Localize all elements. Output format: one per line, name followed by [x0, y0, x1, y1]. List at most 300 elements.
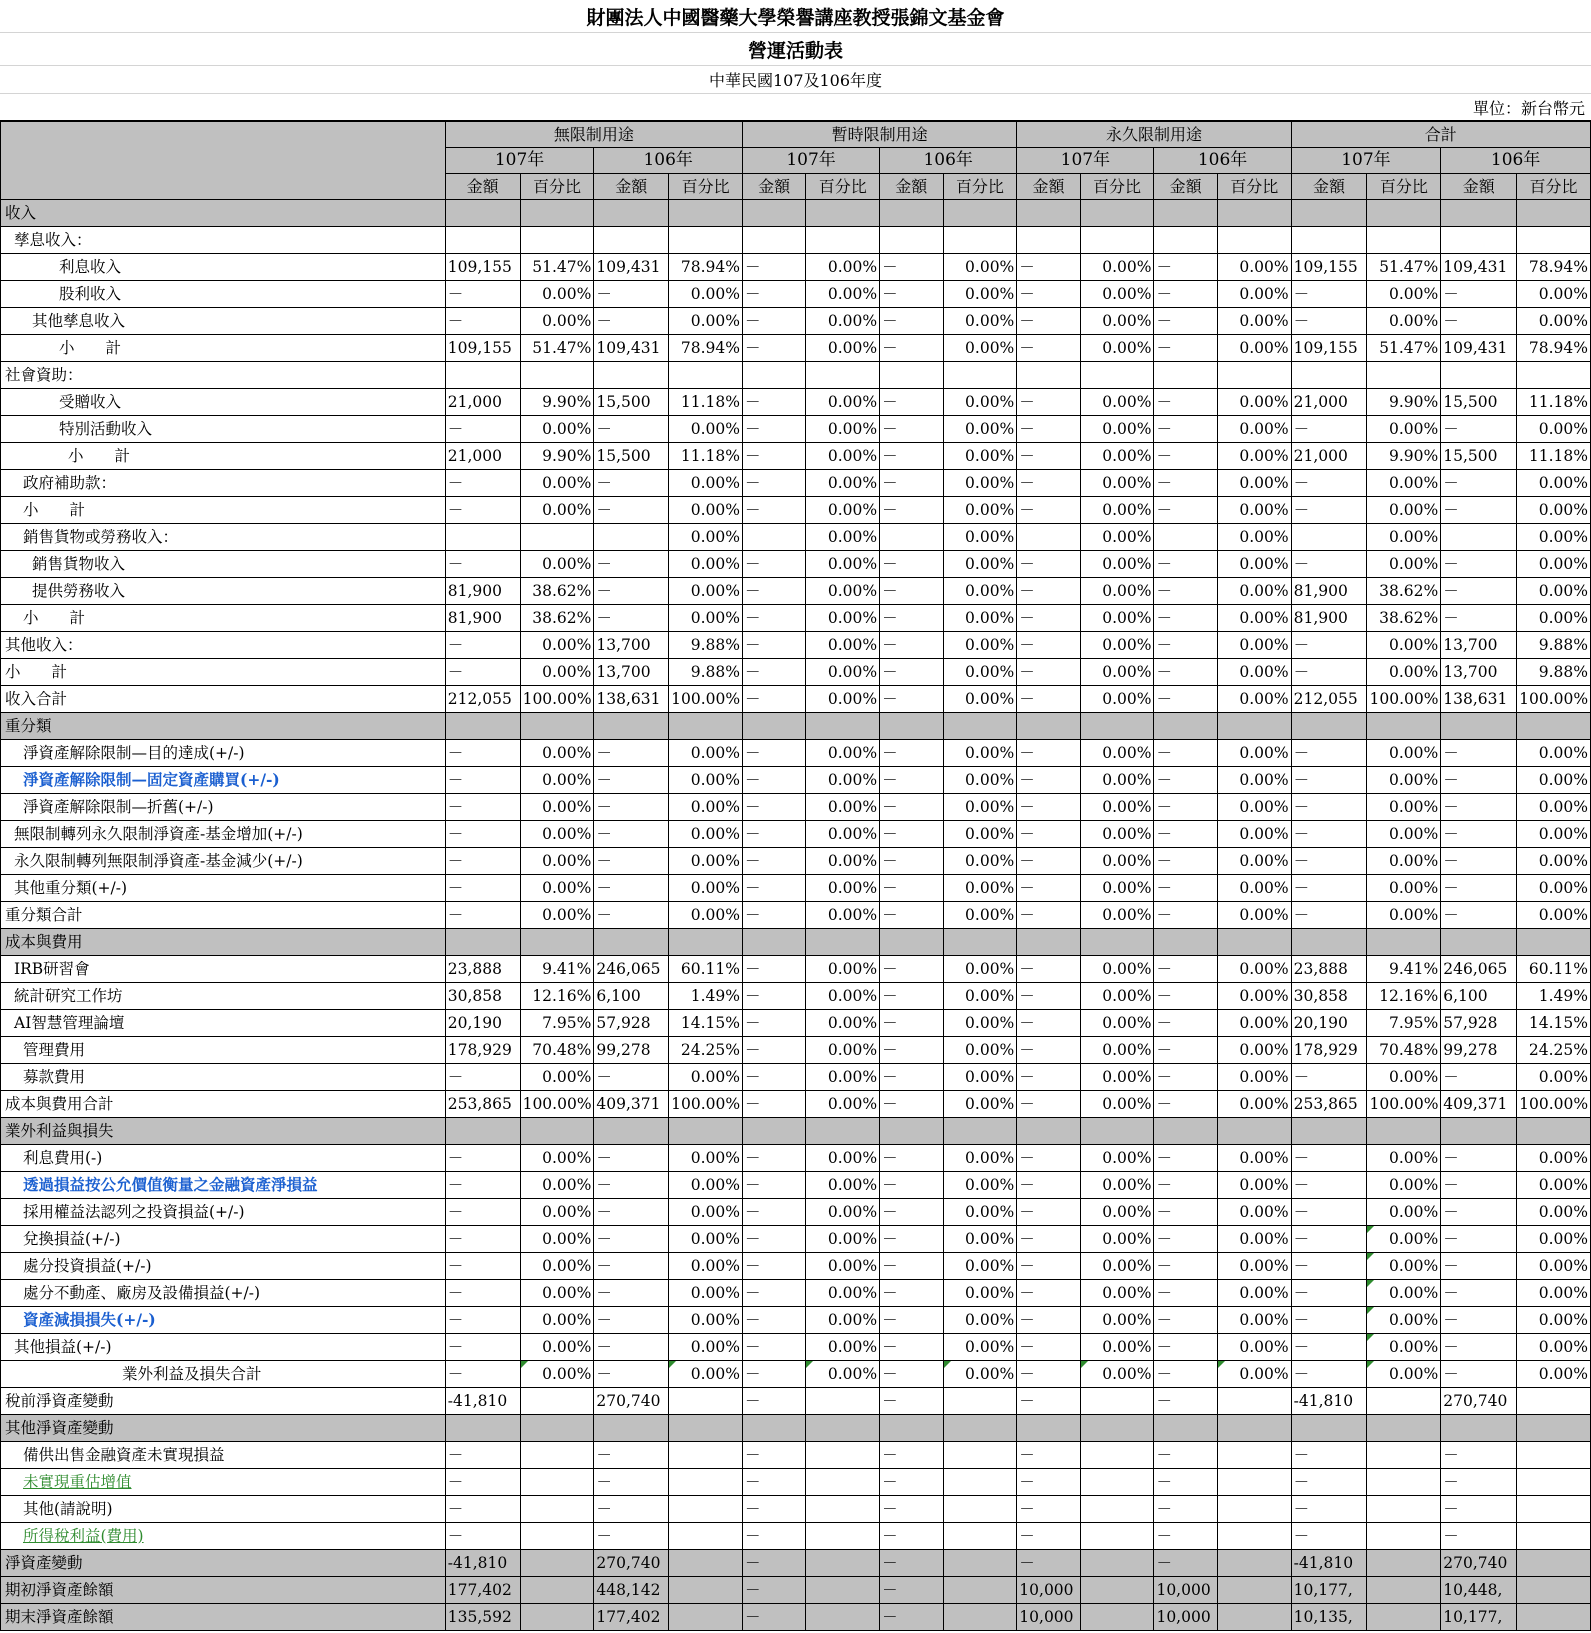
amount-cell: － — [1154, 1442, 1217, 1469]
year-header: 107年 — [445, 148, 594, 174]
percent-cell: 1.49% — [1517, 983, 1591, 1010]
amount-cell: 135,592 — [445, 1604, 520, 1631]
amount-cell: 13,700 — [1441, 659, 1517, 686]
amount-cell — [1017, 1118, 1080, 1145]
percent-cell: 0.00% — [806, 308, 880, 335]
percent-cell — [669, 713, 743, 740]
percent-cell: 0.00% — [1367, 1172, 1441, 1199]
row-label — [1, 1388, 446, 1415]
percent-cell: 0.00% — [669, 308, 743, 335]
table-row — [1, 767, 1591, 794]
amount-cell: 177,402 — [594, 1604, 669, 1631]
percent-cell: 0.00% — [520, 659, 594, 686]
percent-cell: 0.00% — [1080, 1010, 1154, 1037]
amount-cell: － — [1154, 1199, 1217, 1226]
amount-cell: － — [742, 1469, 805, 1496]
amount-cell: -41,810 — [1291, 1388, 1367, 1415]
percent-cell: 0.00% — [1080, 416, 1154, 443]
amount-cell — [594, 929, 669, 956]
amount-cell: － — [742, 1064, 805, 1091]
percent-cell: 0.00% — [943, 1064, 1017, 1091]
amount-cell — [1441, 713, 1517, 740]
percent-cell — [943, 200, 1017, 227]
amount-cell: － — [594, 1280, 669, 1307]
amount-cell: － — [445, 1523, 520, 1550]
amount-cell: － — [880, 1145, 943, 1172]
amount-cell: － — [594, 1253, 669, 1280]
percent-cell — [669, 362, 743, 389]
amount-cell — [1154, 713, 1217, 740]
amount-cell: － — [594, 875, 669, 902]
percent-cell: 9.88% — [1517, 632, 1591, 659]
amount-cell: － — [880, 1064, 943, 1091]
percent-cell: 78.94% — [669, 254, 743, 281]
amount-cell: 81,900 — [445, 578, 520, 605]
percent-cell — [1080, 1523, 1154, 1550]
percent-cell: 0.00% — [943, 254, 1017, 281]
table-row — [1, 1496, 1591, 1523]
amount-cell: 15,500 — [594, 443, 669, 470]
percent-cell: 0.00% — [943, 821, 1017, 848]
percent-cell — [806, 200, 880, 227]
row-label — [1, 227, 446, 254]
amount-cell: － — [880, 1523, 943, 1550]
amount-cell — [445, 362, 520, 389]
amount-cell: － — [880, 767, 943, 794]
table-row — [1, 578, 1591, 605]
table-row — [1, 281, 1591, 308]
amount-cell: － — [1291, 632, 1367, 659]
report-title: 營運活動表 — [0, 33, 1591, 66]
amount-cell: － — [880, 1361, 943, 1388]
percent-cell: 100.00% — [669, 686, 743, 713]
amount-cell: － — [594, 308, 669, 335]
table-row — [1, 821, 1591, 848]
amount-cell: － — [1441, 821, 1517, 848]
amount-cell: － — [880, 632, 943, 659]
amount-cell: 10,135, — [1291, 1604, 1367, 1631]
percent-cell: 0.00% — [1367, 767, 1441, 794]
percent-cell: 0.00% — [943, 605, 1017, 632]
percent-cell: 0.00% — [1080, 1280, 1154, 1307]
percent-cell: 0.00% — [1080, 1037, 1154, 1064]
amount-cell: 15,500 — [1441, 443, 1517, 470]
amount-cell: － — [594, 551, 669, 578]
amount-cell: － — [594, 1334, 669, 1361]
amount-cell: － — [1154, 902, 1217, 929]
amount-header: 金額 — [1441, 174, 1517, 200]
row-label-text: 稅前淨資產變動 — [5, 1392, 114, 1410]
amount-cell: － — [1154, 497, 1217, 524]
percent-cell: 0.00% — [1080, 254, 1154, 281]
percent-cell: 0.00% — [943, 1037, 1017, 1064]
amount-cell: － — [880, 875, 943, 902]
row-label-text: 其他損益(+/-) — [14, 1338, 112, 1356]
amount-cell: － — [1441, 1280, 1517, 1307]
percent-cell: 0.00% — [1080, 1172, 1154, 1199]
percent-cell — [1080, 929, 1154, 956]
amount-cell: 109,431 — [594, 254, 669, 281]
percent-cell: 0.00% — [943, 308, 1017, 335]
percent-cell: 0.00% — [1517, 1145, 1591, 1172]
amount-cell: － — [1291, 1226, 1367, 1253]
row-label — [1, 1577, 446, 1604]
amount-cell: － — [1291, 1172, 1367, 1199]
row-label — [1, 848, 446, 875]
percent-cell — [1517, 713, 1591, 740]
amount-cell: － — [1154, 1496, 1217, 1523]
percent-cell: 0.00% — [1217, 902, 1291, 929]
percent-cell: 100.00% — [1367, 1091, 1441, 1118]
amount-cell: － — [1441, 1334, 1517, 1361]
percent-cell — [520, 1469, 594, 1496]
amount-cell: － — [1154, 848, 1217, 875]
table-row — [1, 1226, 1591, 1253]
percent-cell: 0.00% — [806, 1199, 880, 1226]
amount-cell: － — [1154, 686, 1217, 713]
percent-cell: 0.00% — [1080, 794, 1154, 821]
amount-cell: － — [1154, 416, 1217, 443]
percent-cell — [943, 1496, 1017, 1523]
percent-cell — [1080, 713, 1154, 740]
amount-cell: － — [1441, 1172, 1517, 1199]
percent-cell: 0.00% — [806, 767, 880, 794]
percent-cell — [1517, 929, 1591, 956]
amount-cell: － — [1154, 254, 1217, 281]
percent-cell: 0.00% — [1080, 308, 1154, 335]
amount-cell — [1017, 713, 1080, 740]
amount-cell: 20,190 — [1291, 1010, 1367, 1037]
row-label — [1, 497, 446, 524]
percent-cell: 0.00% — [1517, 524, 1591, 551]
amount-cell — [1441, 362, 1517, 389]
percent-cell: 0.00% — [669, 605, 743, 632]
amount-cell: － — [880, 470, 943, 497]
amount-cell: － — [1017, 254, 1080, 281]
percent-cell: 0.00% — [1517, 308, 1591, 335]
amount-cell: － — [880, 1469, 943, 1496]
percent-cell: 0.00% — [806, 848, 880, 875]
percent-cell — [1517, 1442, 1591, 1469]
percent-cell: 0.00% — [669, 416, 743, 443]
row-label — [1, 794, 446, 821]
percent-cell — [943, 1442, 1017, 1469]
row-label-text: 小 計 — [68, 447, 131, 465]
amount-cell: 81,900 — [1291, 578, 1367, 605]
amount-cell: 10,000 — [1154, 1604, 1217, 1631]
percent-cell: 0.00% — [669, 1253, 743, 1280]
row-label — [1, 1091, 446, 1118]
amount-cell — [1017, 227, 1080, 254]
percent-cell: 0.00% — [1217, 740, 1291, 767]
percent-cell: 0.00% — [1217, 794, 1291, 821]
amount-cell: 15,500 — [594, 389, 669, 416]
percent-cell — [943, 227, 1017, 254]
amount-cell: － — [1154, 308, 1217, 335]
percent-cell — [520, 1118, 594, 1145]
row-label — [1, 200, 446, 227]
amount-cell: 13,700 — [594, 659, 669, 686]
percent-cell — [1367, 929, 1441, 956]
percent-cell — [669, 1523, 743, 1550]
percent-cell: 0.00% — [669, 551, 743, 578]
percent-cell — [806, 929, 880, 956]
amount-cell: -41,810 — [445, 1550, 520, 1577]
amount-cell: 6,100 — [594, 983, 669, 1010]
row-label — [1, 983, 446, 1010]
amount-cell: － — [880, 1604, 943, 1631]
percent-cell — [1367, 1469, 1441, 1496]
percent-cell: 0.00% — [806, 1145, 880, 1172]
amount-cell: － — [594, 1469, 669, 1496]
amount-cell: － — [880, 1577, 943, 1604]
amount-cell: － — [742, 1226, 805, 1253]
percent-header: 百分比 — [806, 174, 880, 200]
amount-cell — [1017, 200, 1080, 227]
percent-cell — [520, 1388, 594, 1415]
table-row — [1, 1469, 1591, 1496]
amount-cell: － — [880, 1550, 943, 1577]
row-label — [1, 1199, 446, 1226]
amount-cell — [445, 524, 520, 551]
percent-cell: 0.00% — [1517, 551, 1591, 578]
percent-cell: 0.00% — [1367, 1334, 1441, 1361]
percent-cell: 38.62% — [1367, 578, 1441, 605]
amount-cell — [880, 524, 943, 551]
row-label-text: 淨資產解除限制—目的達成(+/-) — [23, 744, 245, 762]
row-label — [1, 605, 446, 632]
amount-cell: － — [445, 416, 520, 443]
percent-cell: 0.00% — [1517, 1226, 1591, 1253]
table-row — [1, 1307, 1591, 1334]
percent-header: 百分比 — [1517, 174, 1591, 200]
percent-cell: 0.00% — [669, 740, 743, 767]
percent-cell — [669, 1442, 743, 1469]
amount-cell: － — [1154, 1253, 1217, 1280]
percent-cell: 7.95% — [1367, 1010, 1441, 1037]
percent-cell: 0.00% — [943, 1307, 1017, 1334]
amount-cell: － — [1154, 335, 1217, 362]
table-row — [1, 659, 1591, 686]
percent-cell: 51.47% — [520, 335, 594, 362]
percent-cell: 0.00% — [943, 551, 1017, 578]
amount-cell: － — [880, 740, 943, 767]
amount-cell: － — [1291, 281, 1367, 308]
percent-header: 百分比 — [669, 174, 743, 200]
percent-cell — [1367, 1118, 1441, 1145]
percent-cell — [669, 227, 743, 254]
amount-cell: － — [880, 1226, 943, 1253]
amount-cell: － — [880, 983, 943, 1010]
amount-header: 金額 — [445, 174, 520, 200]
amount-cell: － — [742, 821, 805, 848]
percent-cell: 0.00% — [1217, 605, 1291, 632]
percent-cell — [1217, 1469, 1291, 1496]
percent-cell: 0.00% — [943, 686, 1017, 713]
amount-cell: 109,431 — [594, 335, 669, 362]
amount-cell — [445, 929, 520, 956]
percent-cell: 0.00% — [1080, 632, 1154, 659]
percent-cell: 0.00% — [1080, 389, 1154, 416]
report-header — [0, 0, 1591, 121]
percent-cell: 0.00% — [1367, 1226, 1441, 1253]
amount-cell: － — [1017, 767, 1080, 794]
group-header-permanent: 永久限制用途 — [1017, 122, 1291, 148]
amount-cell — [880, 1415, 943, 1442]
row-label-text: 透過損益按公允價值衡量之金融資產淨損益 — [23, 1175, 318, 1194]
percent-cell: 100.00% — [520, 686, 594, 713]
amount-cell: － — [1441, 1307, 1517, 1334]
year-header: 106年 — [1441, 148, 1591, 174]
row-label — [1, 767, 446, 794]
row-label — [1, 632, 446, 659]
row-label-text: 利息收入 — [59, 258, 122, 276]
percent-cell: 0.00% — [1217, 875, 1291, 902]
percent-cell: 0.00% — [1217, 578, 1291, 605]
amount-cell — [1154, 1118, 1217, 1145]
percent-cell: 0.00% — [1080, 767, 1154, 794]
percent-cell: 0.00% — [806, 1172, 880, 1199]
amount-cell: － — [742, 1253, 805, 1280]
amount-cell: － — [1017, 1091, 1080, 1118]
percent-cell — [520, 1604, 594, 1631]
percent-cell — [1217, 1442, 1291, 1469]
percent-cell: 0.00% — [669, 497, 743, 524]
amount-cell: － — [1291, 308, 1367, 335]
amount-cell: － — [1017, 578, 1080, 605]
percent-cell: 0.00% — [1517, 1361, 1591, 1388]
percent-cell — [806, 1442, 880, 1469]
percent-cell — [520, 1550, 594, 1577]
percent-cell: 0.00% — [520, 1280, 594, 1307]
percent-cell — [669, 1496, 743, 1523]
amount-cell: － — [1291, 1280, 1367, 1307]
amount-cell: － — [1017, 686, 1080, 713]
row-label-text: 其他(請說明) — [23, 1500, 113, 1518]
row-label — [1, 254, 446, 281]
amount-cell: － — [880, 1199, 943, 1226]
amount-cell — [445, 713, 520, 740]
percent-cell: 0.00% — [806, 416, 880, 443]
percent-cell: 0.00% — [1517, 794, 1591, 821]
amount-cell — [445, 200, 520, 227]
amount-cell: － — [445, 740, 520, 767]
percent-cell: 0.00% — [1367, 1361, 1441, 1388]
amount-cell: － — [1154, 1037, 1217, 1064]
percent-cell: 100.00% — [669, 1091, 743, 1118]
percent-cell: 0.00% — [943, 1361, 1017, 1388]
amount-cell: － — [594, 1199, 669, 1226]
percent-cell — [520, 1523, 594, 1550]
amount-cell: － — [1291, 902, 1367, 929]
amount-cell: － — [1154, 1172, 1217, 1199]
percent-cell — [1217, 200, 1291, 227]
amount-cell — [445, 1118, 520, 1145]
row-label-text: 兌換損益(+/-) — [23, 1230, 121, 1248]
amount-cell — [880, 1118, 943, 1145]
percent-cell — [669, 1469, 743, 1496]
amount-cell: － — [880, 281, 943, 308]
percent-cell: 11.18% — [1517, 389, 1591, 416]
percent-cell: 0.00% — [520, 1064, 594, 1091]
amount-cell: 109,155 — [445, 335, 520, 362]
amount-cell: － — [1154, 1334, 1217, 1361]
amount-cell: － — [1017, 875, 1080, 902]
amount-cell — [1291, 929, 1367, 956]
amount-cell: 99,278 — [1441, 1037, 1517, 1064]
amount-cell: － — [594, 794, 669, 821]
percent-cell: 78.94% — [1517, 335, 1591, 362]
amount-cell: － — [1441, 1442, 1517, 1469]
percent-cell: 0.00% — [1367, 821, 1441, 848]
table-row — [1, 740, 1591, 767]
amount-cell: － — [742, 1496, 805, 1523]
row-label-text: 採用權益法認列之投資損益(+/-) — [23, 1203, 245, 1221]
table-row — [1, 605, 1591, 632]
amount-cell: － — [445, 1280, 520, 1307]
percent-cell: 0.00% — [1217, 1010, 1291, 1037]
amount-cell: － — [1154, 1361, 1217, 1388]
percent-cell: 0.00% — [1517, 848, 1591, 875]
percent-cell: 0.00% — [1367, 632, 1441, 659]
row-label-text: 小 計 — [59, 339, 122, 357]
percent-cell: 0.00% — [520, 821, 594, 848]
percent-cell: 0.00% — [1367, 308, 1441, 335]
amount-cell: － — [594, 1226, 669, 1253]
amount-cell: － — [1017, 983, 1080, 1010]
percent-cell — [1367, 1415, 1441, 1442]
percent-cell: 0.00% — [1080, 1199, 1154, 1226]
row-label — [1, 416, 446, 443]
amount-cell: － — [742, 956, 805, 983]
percent-cell: 60.11% — [669, 956, 743, 983]
percent-cell: 0.00% — [520, 1307, 594, 1334]
percent-cell: 0.00% — [943, 956, 1017, 983]
percent-cell: 100.00% — [1517, 686, 1591, 713]
percent-cell: 0.00% — [520, 1253, 594, 1280]
table-row — [1, 1145, 1591, 1172]
amount-cell: － — [1441, 308, 1517, 335]
row-label — [1, 389, 446, 416]
amount-cell: 21,000 — [445, 389, 520, 416]
row-label-text: 小 計 — [5, 663, 68, 681]
amount-cell: 448,142 — [594, 1577, 669, 1604]
percent-cell — [1367, 1523, 1441, 1550]
amount-cell: － — [880, 1388, 943, 1415]
row-label — [1, 659, 446, 686]
amount-cell — [880, 362, 943, 389]
percent-cell — [520, 713, 594, 740]
row-label — [1, 1145, 446, 1172]
amount-cell: － — [742, 1199, 805, 1226]
amount-cell: － — [1017, 1334, 1080, 1361]
percent-cell: 0.00% — [1217, 308, 1291, 335]
amount-cell: 99,278 — [594, 1037, 669, 1064]
percent-cell: 0.00% — [806, 605, 880, 632]
percent-cell — [669, 1118, 743, 1145]
amount-cell: 21,000 — [445, 443, 520, 470]
amount-cell: － — [742, 686, 805, 713]
amount-cell: － — [1017, 956, 1080, 983]
percent-cell — [1517, 1496, 1591, 1523]
amount-cell: － — [1291, 1469, 1367, 1496]
percent-cell — [520, 1415, 594, 1442]
percent-cell — [1517, 1523, 1591, 1550]
percent-cell: 0.00% — [1217, 443, 1291, 470]
amount-cell: － — [594, 497, 669, 524]
amount-cell — [1441, 227, 1517, 254]
percent-header: 百分比 — [520, 174, 594, 200]
